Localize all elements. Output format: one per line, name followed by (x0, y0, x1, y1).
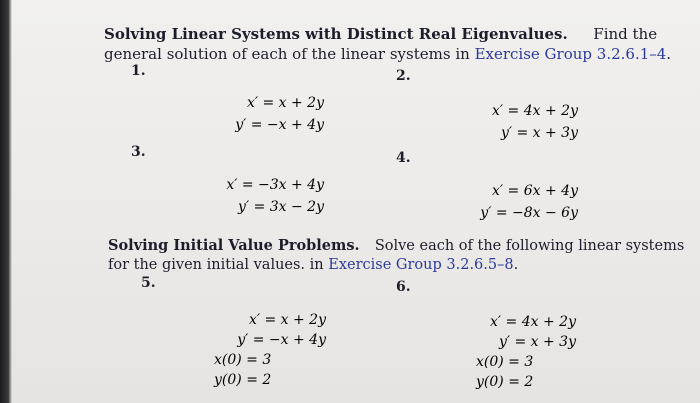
equation-line: y′ = −x + 4y (235, 117, 324, 133)
initial-value-line: y(0) = 2 (214, 372, 272, 388)
section2-instruction-b: for the given initial values. in (108, 257, 329, 273)
problem-5-label: 5. (141, 275, 156, 291)
equation-line: x′ = x + 2y (248, 312, 326, 328)
problem-3-system (218, 174, 324, 218)
equation-line: x′ = 4x + 2y (492, 103, 578, 119)
section2-heading (108, 236, 684, 256)
initial-value-line: y(0) = 2 (476, 374, 534, 390)
section1-instruction-line (104, 44, 671, 64)
equation-line: x′ = −3x + 4y (226, 177, 324, 193)
problem-4-label: 4. (396, 150, 411, 166)
equation-line: y′ = −8x − 6y (480, 205, 578, 221)
section1-heading (104, 24, 657, 44)
section2-instruction-line (108, 255, 518, 275)
section1-exercise-link[interactable]: Exercise Group 3.2.6.1–4 (474, 45, 667, 63)
section1-period: . (666, 45, 672, 63)
equation-line: x′ = 6x + 4y (492, 183, 578, 199)
section1-instruction-a: Find the (593, 25, 658, 43)
equation-line: y′ = 3x − 2y (238, 199, 324, 215)
photo-edge-shadow (0, 0, 12, 403)
problem-3-label: 3. (131, 144, 146, 160)
problem-6-system (468, 312, 576, 392)
equation-line: x′ = x + 2y (246, 95, 324, 111)
section1-title: Solving Linear Systems with Distinct Real Eigenvalues. (104, 25, 568, 43)
section2-period: . (513, 257, 519, 273)
problem-5-system (214, 310, 326, 390)
initial-value-line: x(0) = 3 (476, 354, 534, 370)
equation-line: y′ = x + 3y (498, 334, 576, 350)
section2-title: Solving Initial Value Problems. (108, 237, 360, 254)
problem-1-label: 1. (131, 63, 146, 79)
problem-4-system (470, 180, 578, 224)
section2-exercise-link[interactable]: Exercise Group 3.2.6.5–8 (328, 257, 514, 273)
section1-instruction-b: general solution of each of the linear systems in (104, 45, 475, 63)
section2-instruction-a: Solve each of the following linear systems (374, 238, 685, 254)
problem-2-label: 2. (396, 68, 411, 84)
problem-1-system (222, 92, 324, 136)
problem-2-system (474, 100, 578, 144)
equation-line: x′ = 4x + 2y (490, 314, 576, 330)
equation-line: y′ = x + 3y (500, 125, 578, 141)
problem-6-label: 6. (396, 279, 411, 295)
initial-value-line: x(0) = 3 (214, 352, 272, 368)
equation-line: y′ = −x + 4y (237, 332, 326, 348)
